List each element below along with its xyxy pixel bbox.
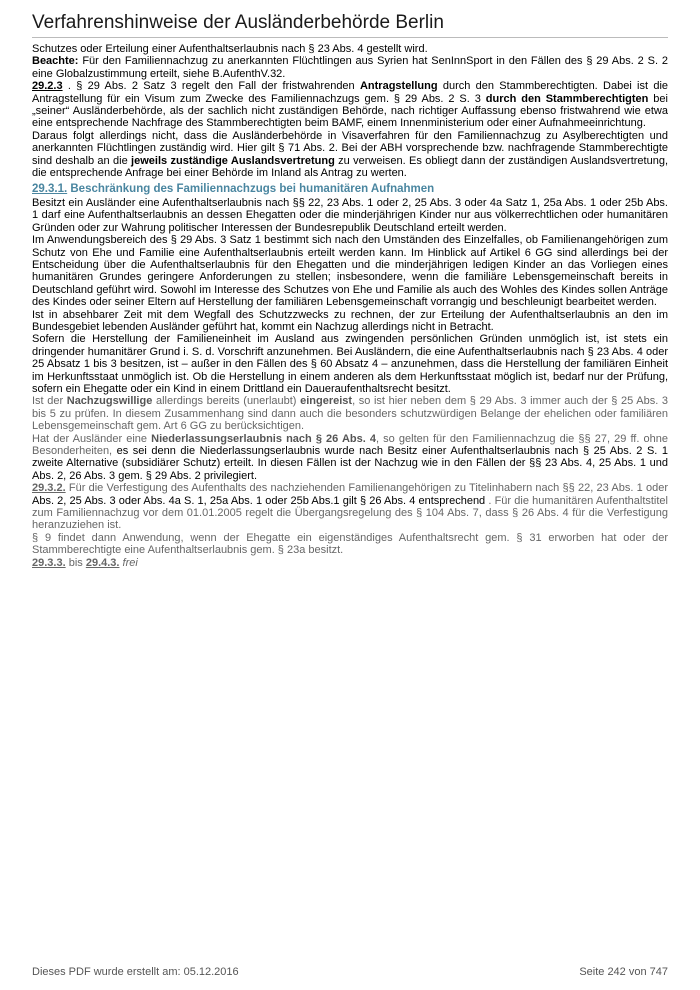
text: Sofern die Herstellung der Familieneinheit im Ausland aus zwingenden persönlichen Gründen unmöglich ist, ist stets ein dringender humanitärer Grund i. S. d. Vorschrift anzunehmen. Bei Ausländern, die eine Aufenthaltserlaubnis nach § 23 Abs. 4 oder 25 Absatz 1 bis 3 besitzen, ist – außer in den Fällen des § 60 Absatz 4 – anzunehmen, dass die Herstellung der familiären Einheit im Herkunftsstaat unmöglich ist. Ob die Herstellung in einem anderen als dem Herkunftsstaat möglich ist, bedarf nur der Prüfung, sofern ein Ehegatte oder ein Kind in einem Drittland ein Daueraufenthaltsrecht besitzt.	[32, 333, 668, 395]
text: Ist der	[32, 395, 67, 408]
black-text: es sei denn die Niederlassungserlaubnis wurde nach Besitz einer Aufenthaltserlaubnis nach § 25 Abs. 2 S. 1 zweite Alternative (subsidiärer Schutz) erteilt. In diesen Fällen ist der Nachzug wie in den Fällen der §§ 23 Abs. 4, 25 Abs. 1 und Abs. 2, 26 Abs. 3 gem. § 29 Abs. 2 privilegiert.	[32, 445, 668, 482]
text: zu verweisen. Es obliegt dann der zuständigen Auslandsvertretung, die entsprechende Anfrage bei einer Behörde im Inland als Antrag zu werten.	[32, 154, 668, 180]
black-text: Abs. 2, 25 Abs. 3 oder Abs. 4a S. 1, 25a Abs. 1 oder 25b Abs.1 gilt § 26 Abs. 4 entsprechend	[32, 494, 486, 507]
bold-text: Niederlassungserlaubnis nach § 26 Abs. 4	[151, 432, 377, 445]
section-number-link[interactable]: 29.4.3.	[85, 556, 120, 569]
paragraph	[32, 234, 668, 308]
text: Hat der Ausländer eine	[32, 432, 152, 445]
paragraph-29-2-3	[32, 80, 668, 130]
paragraph	[32, 309, 668, 334]
paragraph	[32, 333, 668, 395]
paragraph-note	[32, 55, 668, 80]
text: Im Anwendungsbereich des § 29 Abs. 3 Satz 1 bestimmt sich nach den Umständen des Einzelfalles, ob Familienangehörigen zum Schutz von Ehe und Familie eine Aufenthaltserlaubnis erteilt werden kann. Im Hinblick auf Artikel 6 GG sind allerdings bei der Entscheidung über die Aufenthaltserlaubnis für den Ehegatten und die minderjährigen ledigen Kinder an das Vorliegen eines humanitären Grundes geringere Anforderungen zu stellen; insbesondere, wenn die familiäre Lebensgemeinschaft bereits in Deutschland geführt wird. Sowohl im Interesse des Schutzes von Ehe und Familie als auch des Wohles des Kindes sollen Anträge des Kindes oder seiner Eltern auf Herstellung der familiären Lebensgemeinschaft vorrangig und beschleunigt bearbeitet werden.	[32, 234, 668, 309]
paragraph-grey	[32, 532, 668, 557]
text: , so gelten für den Familiennachzug die §§ 27, 29 ff. ohne Besonderheiten,	[32, 432, 668, 457]
text: , so ist hier neben dem § 29 Abs. 3 immer auch der § 25 Abs. 3 bis 5 zu prüfen. In diesem Zusammenhang sind dann auch die besonders schutzwürdigen Belange der ehelichen oder familiären Lebensgemeinschaft gem. Art 6 GG zu berücksichtigen.	[32, 395, 668, 433]
bold-text: Antragstellung	[359, 80, 438, 93]
text: durch den Stammberechtigten. Dabei ist die Antragstellung für ein Visum zum Zwecke des Familiennachzugs gem. § 29 Abs. 2 S. 3	[32, 80, 669, 105]
paragraph	[32, 43, 668, 55]
text: Daraus folgt allerdings nicht, dass die Ausländerbehörde in Visaverfahren für den Familiennachzug zu Asylberechtigten und anerkannten Flüchtlingen zuständig wird. Hier gilt § 71 Abs. 2. Bei der ABH vorsprechende bzw. nachfragende Stammberechtigte sind deshalb an die	[32, 129, 668, 167]
note-text: Für den Familiennachzug zu anerkannten Flüchtlingen aus Syrien hat SenInnSport in den Fällen des § 29 Abs. 2 S. 2 eine Globalzustimmung erteilt, siehe B.AufenthV.32.	[32, 55, 668, 80]
paragraph-grey	[32, 433, 668, 483]
paragraph-text: Schutzes oder Erteilung einer Aufenthaltserlaubnis nach § 23 Abs. 4 gestellt wird.	[32, 43, 428, 55]
section-number-link[interactable]: 29.3.2.	[32, 482, 66, 495]
section-number-link[interactable]: 29.3.1.	[32, 183, 68, 196]
paragraph	[32, 130, 668, 180]
section-heading-29-3-1	[32, 183, 668, 195]
text: Besitzt ein Ausländer eine Aufenthaltserlaubnis nach §§ 22, 23 Abs. 1 oder 2, 25 Abs. 3 oder 4a Satz 1, 25a Abs. 1 oder 25b Abs. 1 darf eine Aufenthaltserlaubnis an dessen Ehegatten oder die minderjährigen Kinder nur aus völkerrechtlichen oder humanitären Gründen oder zur Wahrung politischer Interessen der Bundesrepublik Deutschland erteilt werden.	[32, 196, 668, 234]
page-title: Verfahrenshinweise der Ausländerbehörde Berlin	[32, 12, 444, 33]
note-label: Beachte:	[32, 55, 79, 68]
text: § 9 findet dann Anwendung, wenn der Ehegatte ein eigenständiges Aufenthaltsrecht gem. § 31 erworben hat oder der Stammberechtigte eine Aufenthaltserlaubnis gem. § 23a besitzt.	[32, 531, 668, 557]
section-number-link[interactable]: 29.3.3.	[32, 556, 66, 569]
page-number: Seite 242 von 747	[579, 966, 668, 978]
bold-text: eingereist	[300, 395, 353, 408]
section-title: Beschränkung des Familiennachzugs bei humanitären Aufnahmen	[67, 183, 435, 196]
bold-text: durch den Stammberechtigten	[485, 92, 649, 105]
text: . § 29 Abs. 2 Satz 3 regelt den Fall der fristwahrenden	[62, 80, 360, 93]
text: Für die Verfestigung des Aufenthalts des nachziehenden Familienangehörigen zu Titelinhabern nach §§ 22, 23 Abs. 1 oder	[65, 482, 668, 495]
text: . Für die humanitären Aufenthaltstitel zum Familiennachzug vor dem 01.01.2005 regelt die Übergangsregelung des § 104 Abs. 7, dass § 26 Abs. 4 für die Verfestigung heranzuziehen ist.	[32, 494, 668, 532]
paragraph-29-3-2	[32, 482, 668, 532]
document-body	[32, 43, 668, 569]
section-number-link[interactable]: 29.2.3	[32, 80, 63, 93]
text: bei „seiner“ Ausländerbehörde, als der sachlich nicht zuständigen Behörde, nach richtiger Auffassung ebenso fristwahrend wie etwa eine entsprechende Nachfrage des Stammberechtigten beim BAMF, einem Innenministerium oder einer Aufnahmeeinrichtung.	[32, 92, 668, 130]
paragraph	[32, 197, 668, 234]
text: bis	[65, 556, 86, 569]
created-date: Dieses PDF wurde erstellt am: 05.12.2016	[32, 966, 239, 978]
paragraph-29-3-3	[32, 557, 668, 569]
bold-text: jeweils zuständige Auslandsvertretung	[131, 154, 335, 167]
paragraph-grey	[32, 395, 668, 432]
bold-text: Nachzugswillige	[66, 395, 153, 408]
text: Ist in absehbarer Zeit mit dem Wegfall des Schutzzwecks zu rechnen, der zur Erteilung der Aufenthaltserlaubnis an den im Bundesgebiet lebenden Ausländer geführt hat, kommt ein Nachzug allerdings nicht in Betracht.	[32, 308, 668, 333]
page-header	[32, 12, 668, 38]
text: allerdings bereits (unerlaubt)	[152, 395, 301, 408]
italic-text: frei	[119, 556, 138, 569]
